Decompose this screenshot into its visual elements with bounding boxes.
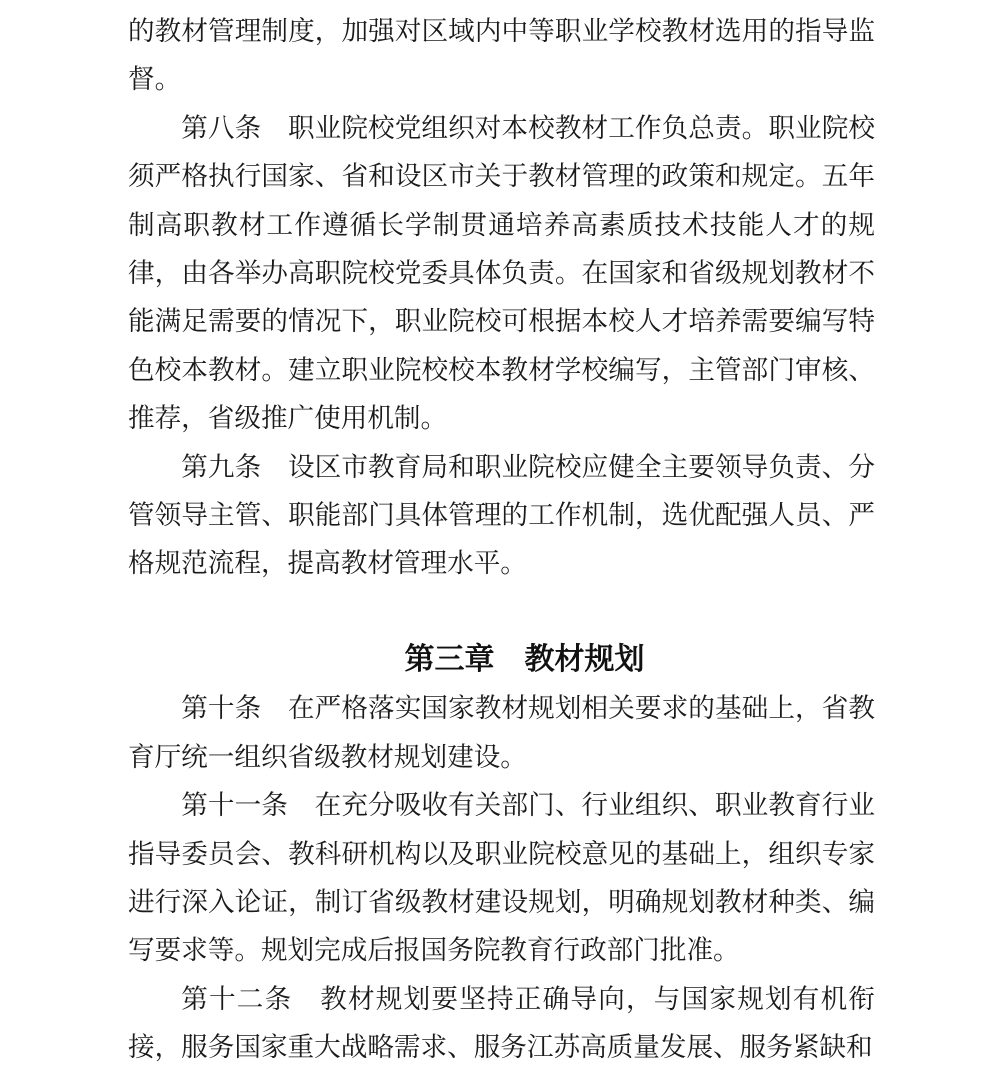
paragraph-article-10: 第十条 在严格落实国家教材规划相关要求的基础上，省教育厅统一组织省级教材规划建设。 bbox=[128, 693, 875, 772]
paragraph-article-11: 第十一条 在充分吸收有关部门、行业组织、职业教育行业指导委员会、教科研机构以及职业院校意见的基础上，组织专家进行深入论证，制订省级教材建设规划，明确规划教材种类、编写要求等。规划完成后报国务院教育行政部门批准。 bbox=[128, 790, 875, 966]
chapter-heading: 第三章 教材规划 bbox=[404, 642, 645, 676]
paragraph-article-9: 第九条 设区市教育局和职业院校应健全主要领导负责、分管领导主管、职能部门具体管理的工作机制，选优配强人员、严格规范流程，提高教材管理水平。 bbox=[128, 451, 875, 579]
paragraph-continuation: 的教材管理制度，加强对区域内中等职业学校教材选用的指导监督。 bbox=[128, 16, 875, 95]
paragraph-article-12: 第十二条 教材规划要坚持正确导向，与国家规划有机衔接，服务国家重大战略需求、服务江苏高质量发展、服务紧缺和 bbox=[128, 983, 875, 1063]
document-text-column bbox=[128, 7, 875, 1072]
paragraph-article-8: 第八条 职业院校党组织对本校教材工作负总责。职业院校须严格执行国家、省和设区市关于教材管理的政策和规定。五年制高职教材工作遵循长学制贯通培养高素质技术技能人才的规律，由各举办高职院校党委具体负责。在国家和省级规划教材不能满足需要的情况下，职业院校可根据本校人才培养需要编写特色校本教材。建立职业院校校本教材学校编写，主管部门审核、推荐，省级推广使用机制。 bbox=[128, 112, 875, 434]
